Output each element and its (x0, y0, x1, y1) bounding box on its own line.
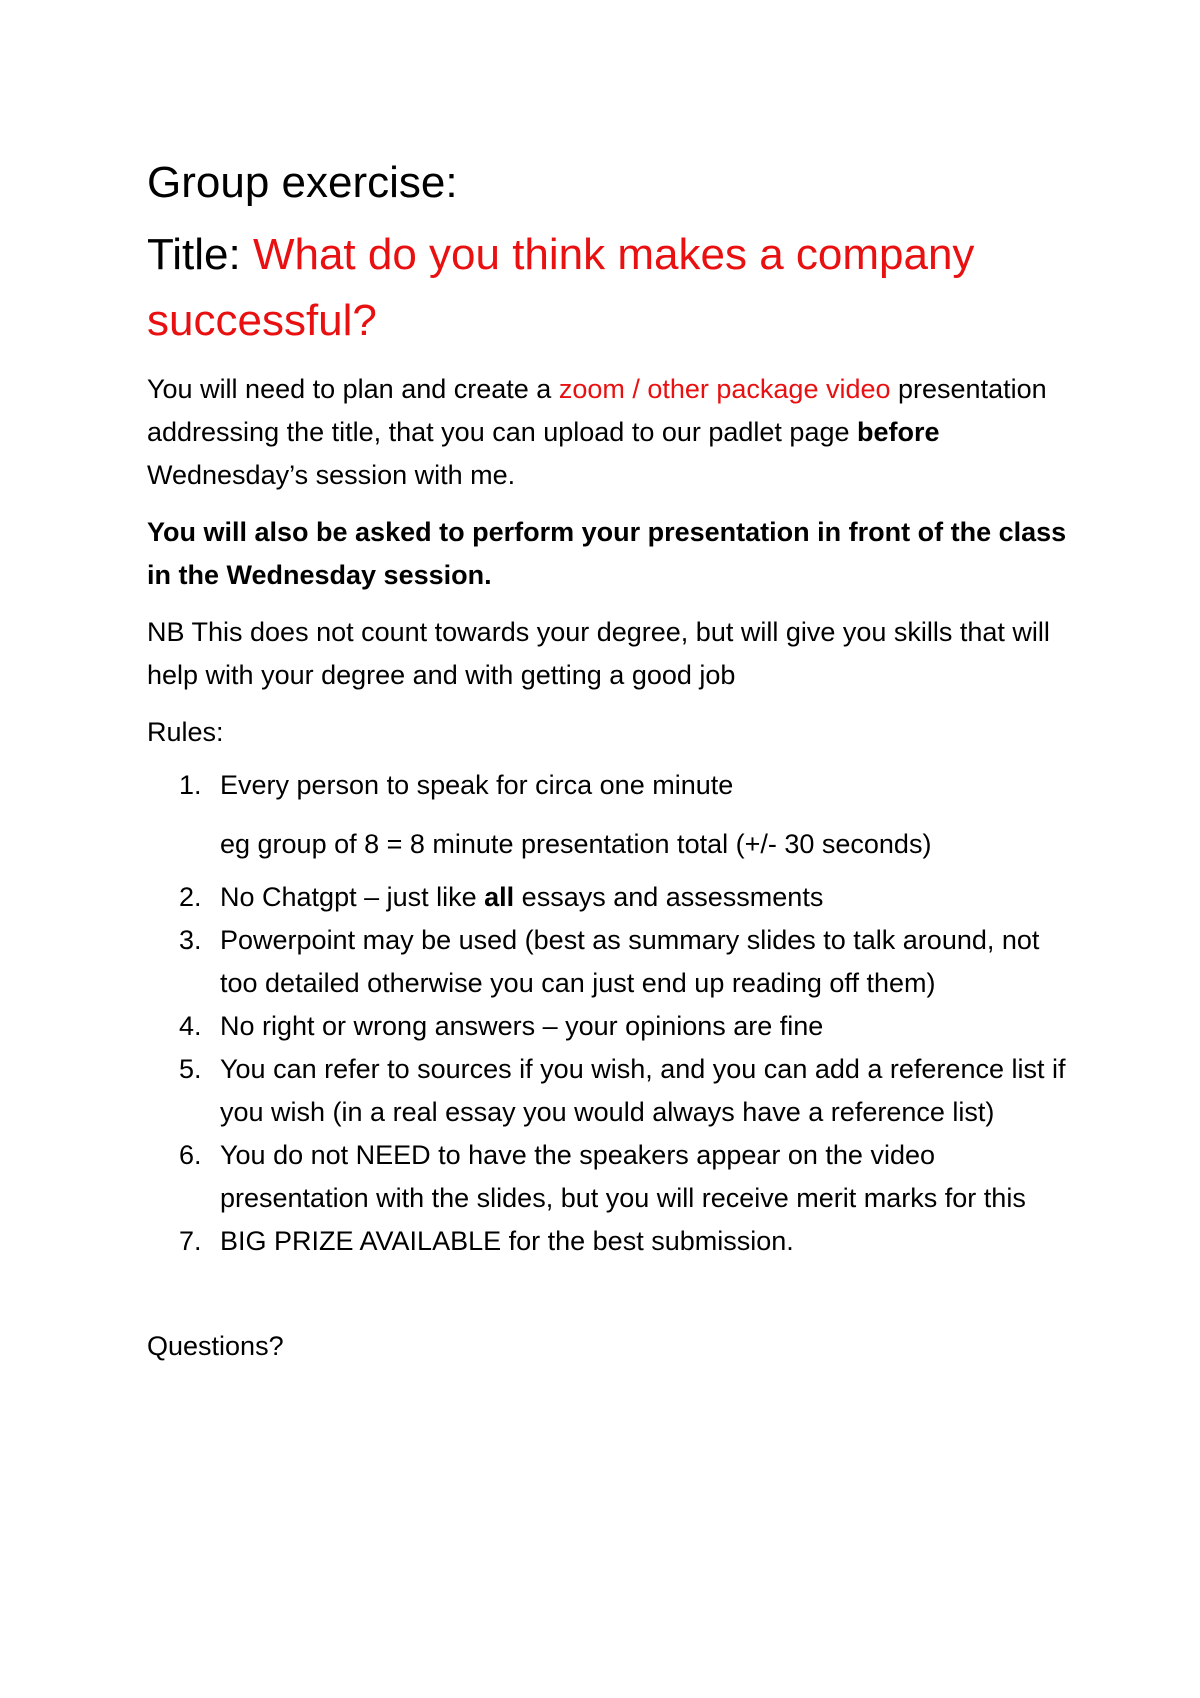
intro-part1: You will need to plan and create a (147, 374, 559, 404)
rule-number: 5. (179, 1054, 202, 1084)
intro-highlight: zoom / other package video (558, 374, 891, 404)
document-content (147, 150, 1077, 1368)
rule-text: You can refer to sources if you wish, and you can add a reference list if you wish (in a real essay you would always have a reference list) (220, 1054, 1066, 1127)
intro-part2: presentation addressing the title, that you can upload to our padlet page (147, 374, 1047, 447)
rule-text: You do not NEED to have the speakers appear on the video presentation with the slides, but you will receive merit marks for this (220, 1140, 1026, 1213)
rule-number: 3. (179, 925, 202, 955)
rule-note: eg group of 8 = 8 minute presentation total (+/- 30 seconds) (220, 829, 932, 859)
rule-item (147, 1005, 1077, 1048)
rule-item (147, 1134, 1077, 1220)
intro-part3: Wednesday’s session with me. (147, 460, 516, 490)
rule-text: Powerpoint may be used (best as summary slides to talk around, not too detailed otherwise you can just end up reading off them) (220, 925, 1040, 998)
rule-text-bold: all (484, 882, 515, 912)
notice-paragraph: You will also be asked to perform your presentation in front of the class in the Wednesday session. (147, 517, 1067, 590)
rule-text: No right or wrong answers – your opinions are fine (220, 1011, 824, 1041)
rule-item (147, 1220, 1077, 1263)
rule-item (147, 919, 1077, 1005)
title-line (147, 222, 1077, 354)
rules-label: Rules: (147, 717, 224, 747)
rule-item (147, 1048, 1077, 1134)
rule-number: 6. (179, 1140, 202, 1170)
rules-list (147, 764, 1077, 1263)
closing-questions: Questions? (147, 1331, 284, 1361)
intro-bold: before (857, 417, 940, 447)
rule-text-pre: No Chatgpt – just like (220, 882, 485, 912)
nb-paragraph: NB This does not count towards your degree, but will give you skills that will help with your degree and with getting a good job (147, 617, 1050, 690)
rule-item (147, 876, 1077, 919)
rule-number: 7. (179, 1226, 202, 1256)
document-heading: Group exercise: (147, 158, 458, 207)
rule-text-post: essays and assessments (514, 882, 824, 912)
rule-number: 4. (179, 1011, 202, 1041)
title-text: What do you think makes a company successful? (147, 230, 975, 345)
rule-text: Every person to speak for circa one minute (220, 770, 734, 800)
rule-text: BIG PRIZE AVAILABLE for the best submission. (220, 1226, 794, 1256)
intro-paragraph (147, 368, 1077, 497)
title-label: Title: (147, 230, 253, 279)
rule-item (147, 764, 1077, 866)
rule-number: 1. (179, 770, 202, 800)
rule-number: 2. (179, 882, 202, 912)
